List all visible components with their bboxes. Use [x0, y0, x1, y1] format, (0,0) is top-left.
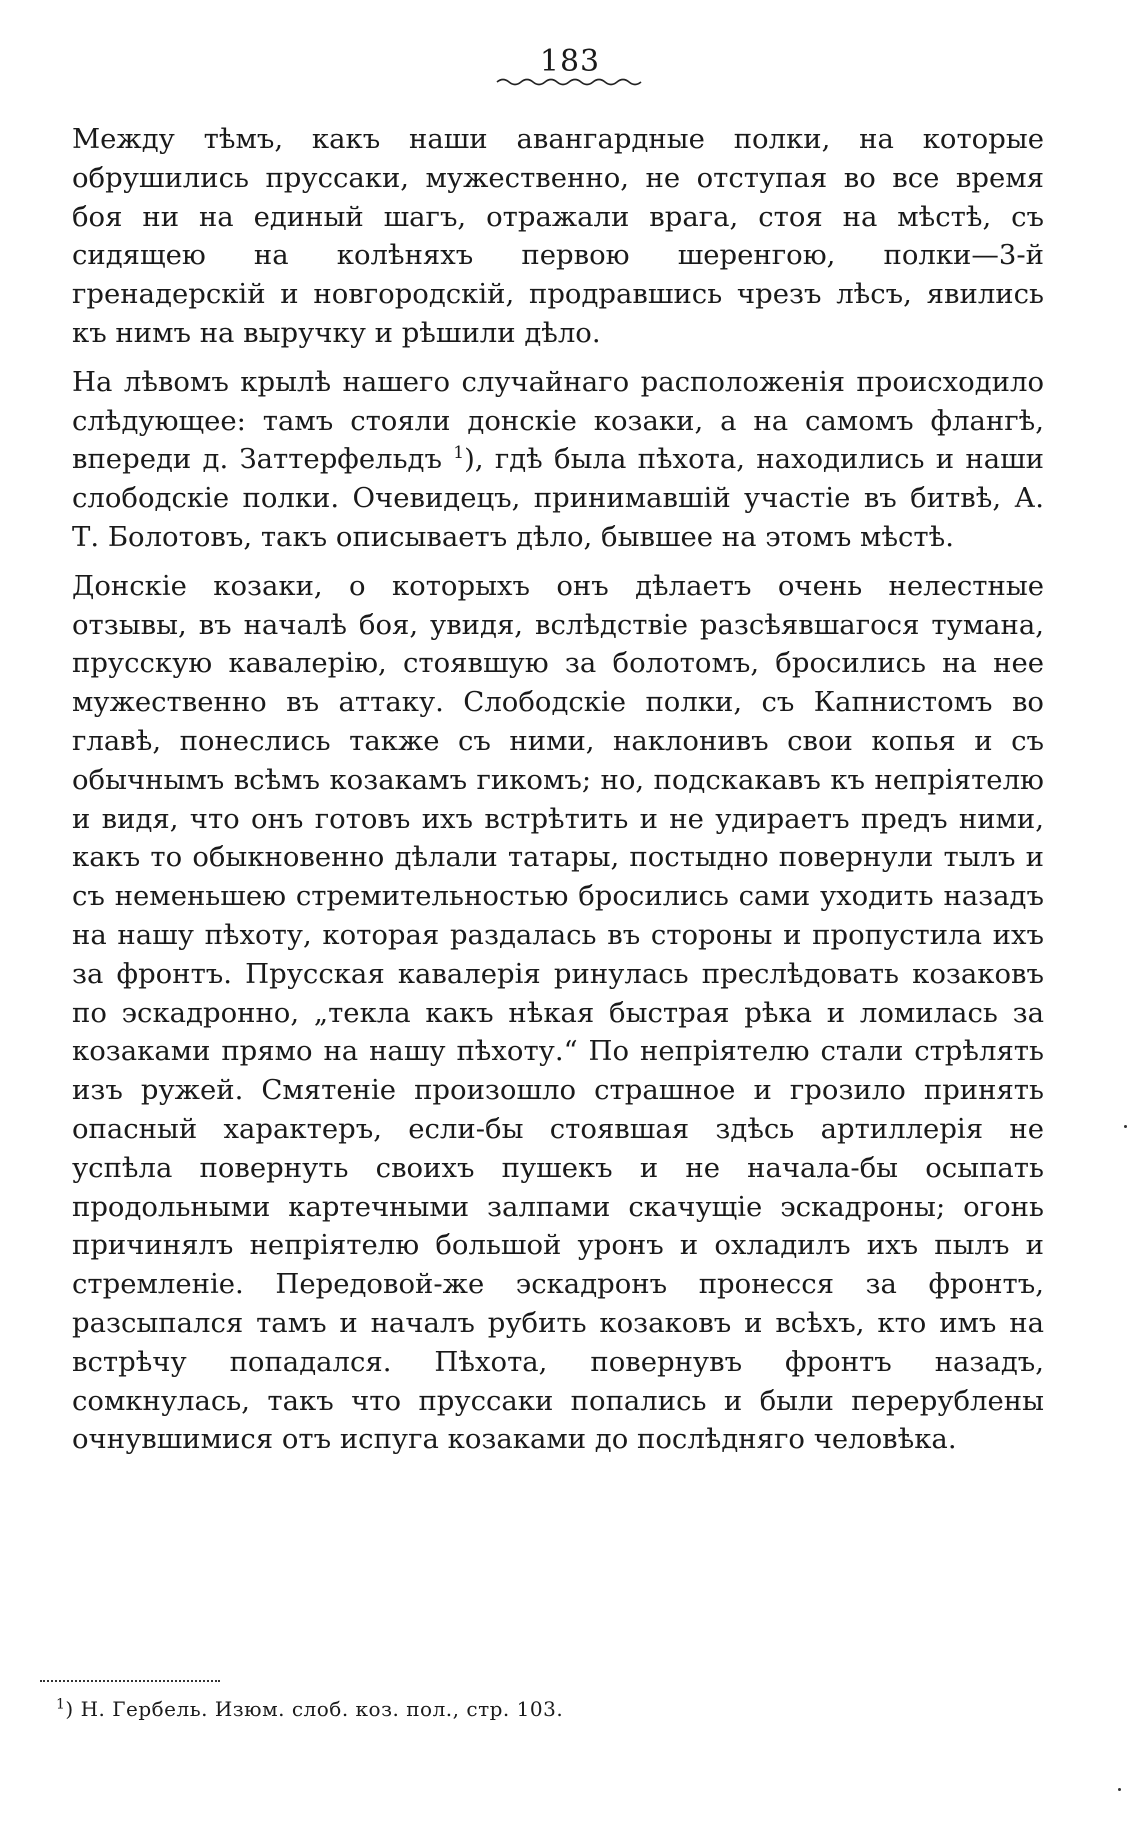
paragraph-2: [72, 363, 1044, 557]
paragraph-1: Между тѣмъ, какъ наши авангардные полки, на которые обрушились пруссаки, мужественно, не отступая во все время боя ни на единый шагъ, отражали врага, стоя на мѣстѣ, съ сидящею на колѣняхъ первою шеренгою, полки—3-й гренадерскій и новгородскій, продравшись чрезъ лѣсъ, явились къ нимъ на выручку и рѣшили дѣло.: [72, 123, 1044, 349]
footnote-text: Н. Гербель. Изюм. слоб. коз. пол., стр. 103.: [73, 1697, 564, 1721]
paragraph-2-text-b: ), гдѣ была пѣхота, находились и наши слободскіе полки. Очевидецъ, принимавшій участіе въ битвѣ, А. Т. Болотовъ, такъ описываетъ дѣло, бывшее на этомъ мѣстѣ.: [72, 443, 1044, 553]
footnote: [56, 1697, 563, 1721]
scan-speck: [1118, 1788, 1121, 1791]
footnote-reference: 1: [453, 443, 465, 464]
page-number: 183: [539, 44, 601, 79]
body-text: [72, 120, 1044, 1469]
page-header: [0, 44, 1140, 87]
footnote-divider: [40, 1680, 220, 1682]
footnote-mark: 1: [56, 1696, 66, 1713]
footnote-close-paren: ): [65, 1697, 74, 1721]
paragraph-2-text-a: На лѣвомъ крылѣ нашего случайнаго расположенія происходило слѣдующее: тамъ стояли донскіе козаки, а на самомъ флангѣ, впереди д. Заттерфельдъ: [72, 365, 1044, 476]
scan-speck: [1124, 1125, 1127, 1128]
paragraph-3: Донскіе козаки, о которыхъ онъ дѣлаетъ очень нелестные отзывы, въ началѣ боя, увидя, вслѣдствіе разсѣявшагося тумана, прусскую кавалерію, стоявшую за болотомъ, бросились на нее мужественно въ аттаку. Слободскіе полки, съ Капнистомъ во главѣ, понеслись также съ ними, наклонивъ свои копья и съ обычнымъ всѣмъ козакамъ гикомъ; но, подскакавъ къ непріятелю и видя, что онъ готовъ ихъ встрѣтить и не удираетъ предъ ними, какъ то обыкновенно дѣлали татары, постыдно повернули тылъ и съ неменьшею стремительностью бросились сами уходить назадъ на нашу пѣхоту, которая раздалась въ стороны и пропустила ихъ за фронтъ. Прусская кавалерія ринулась преслѣдовать козаковъ по эскадронно, „текла какъ нѣкая быстрая рѣка и ломилась за козаками прямо на нашу пѣхоту.“ По непріятелю стали стрѣлять изъ ружей. Смятеніе произошло страшное и грозило принять опасный характеръ, если-бы стоявшая здѣсь артиллерія не успѣла повернуть своихъ пушекъ и не начала-бы осыпать продольными картечными залпами скачущіе эскадроны; огонь причинялъ непріятелю большой уронъ и охладилъ ихъ пылъ и стремленіе. Передовой-же эскадронъ пронесся за фронтъ, разсыпался тамъ и началъ рубить козаковъ и всѣхъ, кто имъ на встрѣчу попадался. Пѣхота, повернувъ фронтъ назадъ, сомкнулась, такъ что пруссаки попались и были перерублены очнувшимися отъ испуга козаками до послѣдняго человѣка.: [72, 569, 1044, 1456]
